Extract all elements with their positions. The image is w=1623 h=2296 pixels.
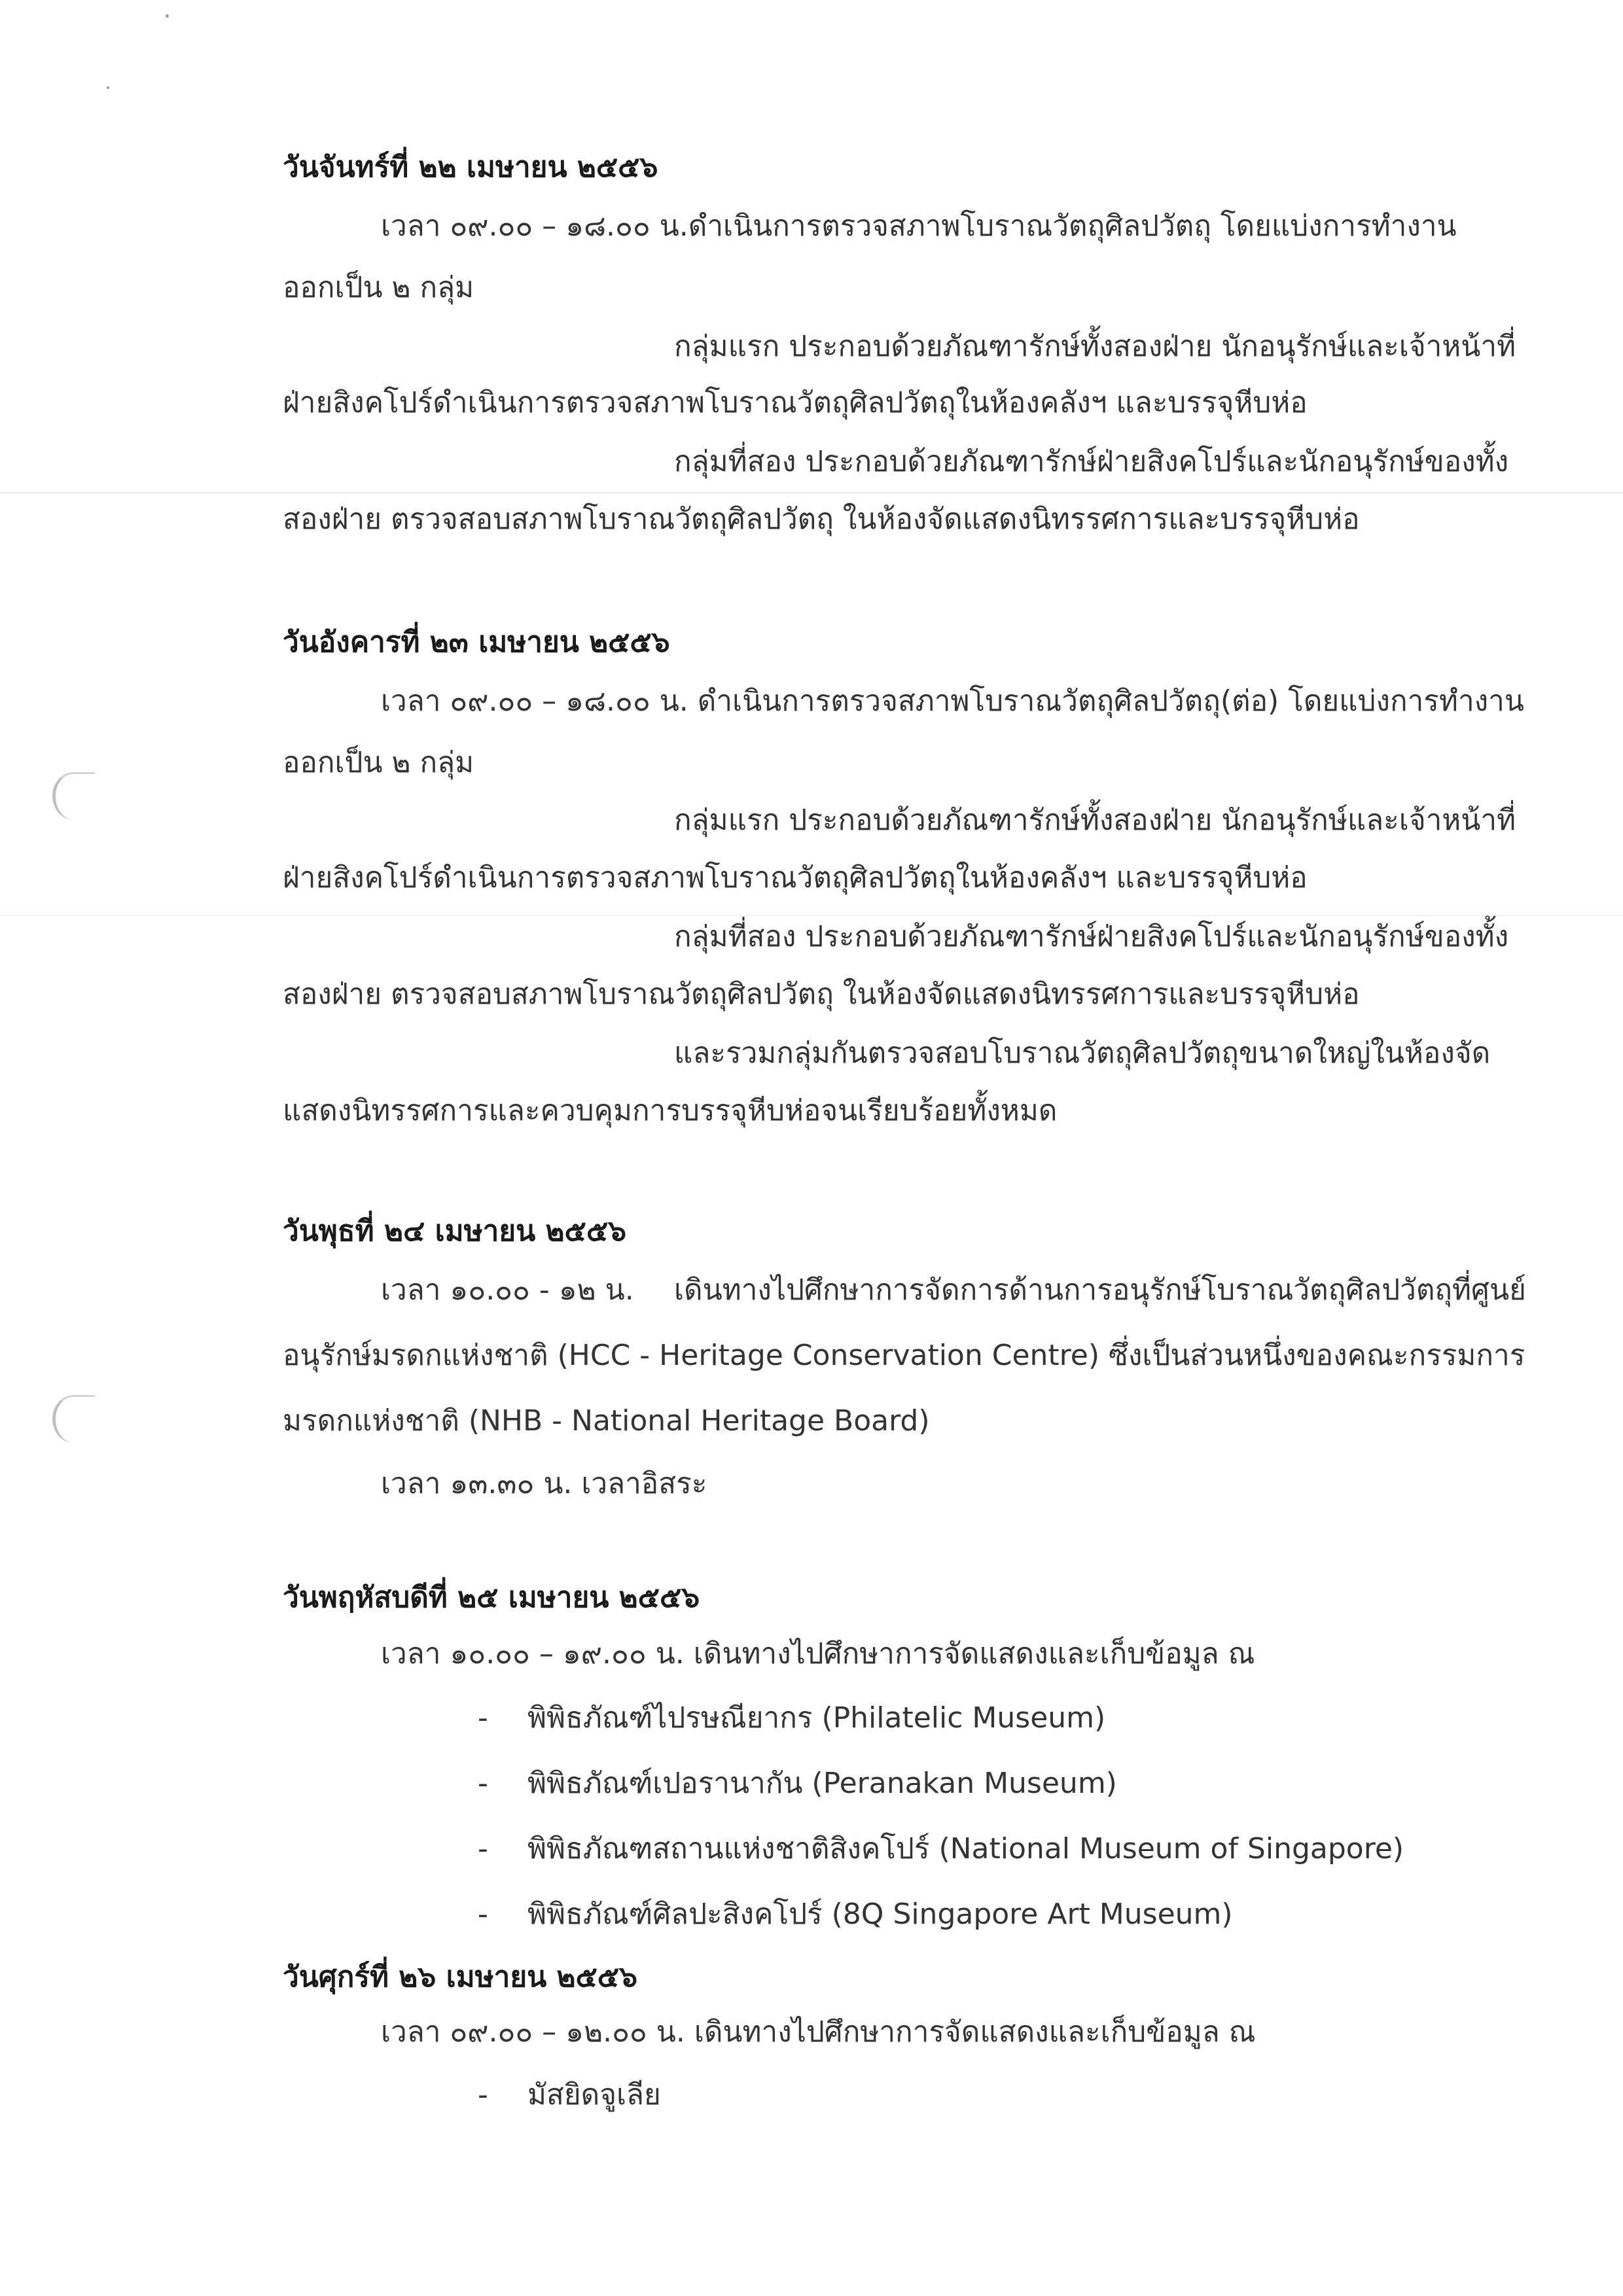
section-heading-wednesday: วันพุธที่ ๒๔ เมษายน ๒๕๕๖	[283, 1214, 627, 1248]
section-heading-thursday: วันพฤหัสบดีที่ ๒๕ เมษายน ๒๕๕๖	[283, 1581, 700, 1614]
museum-list-item: พิพิธภัณฑ์ศิลปะสิงคโปร์ (8Q Singapore Art Museum)	[527, 1898, 1233, 1931]
bullet-marker: -	[478, 2078, 488, 2111]
schedule-line: สองฝ่าย ตรวจสอบสภาพโบราณวัตถุศิลปวัตถุ ในห้องจัดแสดงนิทรรศการและบรรจุหีบห่อ	[283, 503, 1360, 536]
section-heading-friday: วันศุกร์ที่ ๒๖ เมษายน ๒๕๕๖	[283, 1960, 638, 1994]
bullet-marker: -	[478, 1832, 488, 1865]
schedule-line: กลุ่มแรก ประกอบด้วยภัณฑารักษ์ทั้งสองฝ่าย นักอนุรักษ์และเจ้าหน้าที่	[674, 804, 1516, 837]
section-heading-monday: วันจันทร์ที่ ๒๒ เมษายน ๒๕๕๖	[283, 150, 658, 184]
schedule-line: ฝ่ายสิงคโปร์ดำเนินการตรวจสภาพโบราณวัตถุศิลปวัตถุในห้องคลังฯ และบรรจุหีบห่อ	[283, 386, 1308, 419]
schedule-line: เวลา ๑๓.๓๐ น. เวลาอิสระ	[381, 1467, 707, 1500]
punch-hole-mark	[52, 772, 95, 820]
schedule-line: กลุ่มที่สอง ประกอบด้วยภัณฑารักษ์ฝ่ายสิงคโปร์และนักอนุรักษ์ของทั้ง	[674, 445, 1509, 478]
schedule-time: เวลา ๑๐.๐๐ - ๑๒ น.	[381, 1273, 634, 1307]
punch-hole-mark	[52, 1395, 95, 1443]
scan-speck	[107, 86, 109, 89]
schedule-line: สองฝ่าย ตรวจสอบสภาพโบราณวัตถุศิลปวัตถุ ในห้องจัดแสดงนิทรรศการและบรรจุหีบห่อ	[283, 978, 1360, 1011]
schedule-line: กลุ่มแรก ประกอบด้วยภัณฑารักษ์ทั้งสองฝ่าย นักอนุรักษ์และเจ้าหน้าที่	[674, 330, 1516, 363]
schedule-line: แสดงนิทรรศการและควบคุมการบรรจุหีบห่อจนเรียบร้อยทั้งหมด	[283, 1094, 1058, 1127]
schedule-line: เวลา ๐๙.๐๐ – ๑๒.๐๐ น. เดินทางไปศึกษาการจัดแสดงและเก็บข้อมูล ณ	[381, 2015, 1256, 2049]
scan-fold-line	[0, 492, 1623, 493]
bullet-marker: -	[478, 1898, 488, 1931]
schedule-line: เวลา ๑๐.๐๐ – ๑๙.๐๐ น. เดินทางไปศึกษาการจัดแสดงและเก็บข้อมูล ณ	[381, 1637, 1255, 1670]
museum-list-item: พิพิธภัณฑ์ไปรษณียากร (Philatelic Museum)	[527, 1701, 1106, 1735]
bullet-marker: -	[478, 1767, 488, 1800]
museum-list-item: พิพิธภัณฑสถานแห่งชาติสิงคโปร์ (National Museum of Singapore)	[527, 1832, 1404, 1865]
museum-list-item: พิพิธภัณฑ์เปอรานากัน (Peranakan Museum)	[527, 1767, 1117, 1800]
schedule-line: กลุ่มที่สอง ประกอบด้วยภัณฑารักษ์ฝ่ายสิงคโปร์และนักอนุรักษ์ของทั้ง	[674, 920, 1509, 953]
scan-fold-line	[0, 915, 1623, 916]
scan-speck	[166, 14, 169, 18]
schedule-line: และรวมกลุ่มกันตรวจสอบโบราณวัตถุศิลปวัตถุขนาดใหญ่ในห้องจัด	[674, 1036, 1491, 1070]
schedule-line: เดินทางไปศึกษาการจัดการด้านการอนุรักษ์โบราณวัตถุศิลปวัตถุที่ศูนย์	[674, 1273, 1526, 1307]
schedule-line: ออกเป็น ๒ กลุ่ม	[283, 271, 474, 304]
bullet-marker: -	[478, 1701, 488, 1735]
section-heading-tuesday: วันอังคารที่ ๒๓ เมษายน ๒๕๕๖	[283, 626, 670, 659]
schedule-line: เวลา ๐๙.๐๐ – ๑๘.๐๐ น.ดำเนินการตรวจสภาพโบราณวัตถุศิลปวัตถุ โดยแบ่งการทำงาน	[381, 209, 1457, 243]
schedule-line: เวลา ๐๙.๐๐ – ๑๘.๐๐ น. ดำเนินการตรวจสภาพโบราณวัตถุศิลปวัตถุ(ต่อ) โดยแบ่งการทำงาน	[381, 684, 1524, 718]
schedule-line: ฝ่ายสิงคโปร์ดำเนินการตรวจสภาพโบราณวัตถุศิลปวัตถุในห้องคลังฯ และบรรจุหีบห่อ	[283, 861, 1308, 894]
schedule-line: มรดกแห่งชาติ (NHB - National Heritage Board)	[283, 1404, 930, 1438]
mosque-list-item: มัสยิดจูเลีย	[527, 2078, 661, 2111]
schedule-line: ออกเป็น ๒ กลุ่ม	[283, 746, 474, 779]
schedule-line: อนุรักษ์มรดกแห่งชาติ (HCC - Heritage Conservation Centre) ซึ่งเป็นส่วนหนึ่งของคณะกรรมการ	[283, 1339, 1525, 1372]
